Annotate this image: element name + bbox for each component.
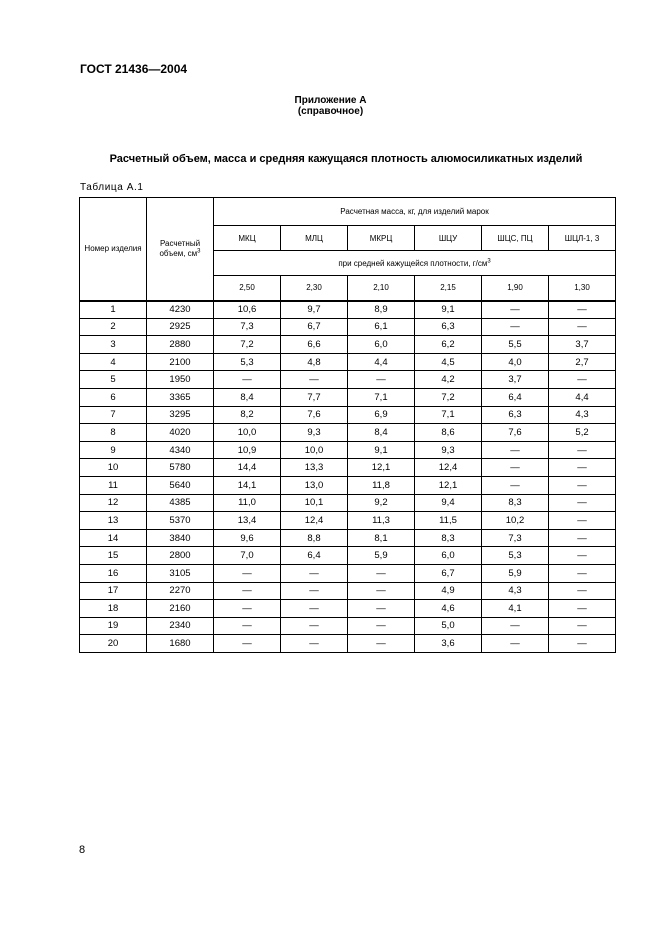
table-cell: — [348,617,415,635]
table-cell: — [549,494,616,512]
table-cell: — [281,600,348,618]
table-cell: 13,3 [281,459,348,477]
header-volume-sup: 3 [197,248,201,255]
table-cell: 5,5 [482,336,549,354]
table-cell: 2340 [147,617,214,635]
table-cell: — [348,600,415,618]
table-cell: 5780 [147,459,214,477]
table-cell: 4020 [147,424,214,442]
table-cell: 19 [80,617,147,635]
table-cell: — [549,600,616,618]
table-cell: 8,1 [348,529,415,547]
table-cell: 2 [80,318,147,336]
table-cell: 7,2 [214,336,281,354]
table-cell: 10,9 [214,441,281,459]
table-cell: 4,0 [482,353,549,371]
header-density-value: 2,50 [214,276,281,301]
table-row [80,406,616,424]
table-cell: 16 [80,564,147,582]
table-cell: 6,7 [281,318,348,336]
table-cell: 18 [80,600,147,618]
table-row [80,600,616,618]
table-cell: 11,3 [348,512,415,530]
table-row [80,353,616,371]
table-cell: — [549,318,616,336]
table-cell: 12,4 [415,459,482,477]
table-cell: 7,6 [482,424,549,442]
table-row [80,371,616,389]
page-number: 8 [79,844,86,856]
header-volume [147,198,214,301]
table-cell: 9,7 [281,301,348,319]
table-cell: — [549,371,616,389]
table-cell: 1950 [147,371,214,389]
table-cell: — [482,617,549,635]
header-density-value: 2,15 [415,276,482,301]
header-brand: МКЦ [214,226,281,251]
table-cell: 13,4 [214,512,281,530]
table-cell: 14,4 [214,459,281,477]
table-cell: 3365 [147,388,214,406]
table-cell: — [281,371,348,389]
table-cell: — [348,635,415,653]
header-density-value: 1,30 [549,276,616,301]
table-cell: — [549,441,616,459]
table-row [80,441,616,459]
table-cell: 8,4 [348,424,415,442]
table-cell: 2800 [147,547,214,565]
table-cell: 3 [80,336,147,354]
header-volume-text: Расчетный объем, см [159,238,201,258]
table-cell: 11,0 [214,494,281,512]
table-cell: 10,6 [214,301,281,319]
table-cell: 12 [80,494,147,512]
table-cell: 17 [80,582,147,600]
table-cell: 15 [80,547,147,565]
table-cell: 7,6 [281,406,348,424]
header-number: Номер изделия [80,198,147,301]
table-cell: — [549,529,616,547]
table-cell: 4,9 [415,582,482,600]
table-cell: — [549,512,616,530]
table-cell: 7,3 [482,529,549,547]
table-row [80,318,616,336]
table-row [80,336,616,354]
table-cell: 7,1 [348,388,415,406]
table-cell: 13 [80,512,147,530]
table-cell: 6 [80,388,147,406]
table-label: Таблица А.1 [80,182,144,193]
table-cell: 4,6 [415,600,482,618]
table-cell: 3840 [147,529,214,547]
table-cell: — [549,547,616,565]
table-cell: — [214,600,281,618]
table-row [80,512,616,530]
table-cell: — [348,564,415,582]
table-cell: — [549,617,616,635]
table-cell: 9,2 [348,494,415,512]
table-cell: — [348,582,415,600]
table-cell: — [281,617,348,635]
table-cell: 14 [80,529,147,547]
table-cell: 7,1 [415,406,482,424]
table-cell: 2880 [147,336,214,354]
table-cell: 2100 [147,353,214,371]
table-cell: — [482,476,549,494]
table-cell: 6,6 [281,336,348,354]
table-cell: 8,2 [214,406,281,424]
table-cell: 12,1 [348,459,415,477]
table-cell: 10,0 [214,424,281,442]
table-cell: 5640 [147,476,214,494]
table-row [80,476,616,494]
table-cell: — [281,564,348,582]
data-table [79,197,616,653]
table-cell: 3105 [147,564,214,582]
table-cell: 10,2 [482,512,549,530]
table-cell: 1680 [147,635,214,653]
table-row [80,459,616,477]
table-cell: 1 [80,301,147,319]
table-cell: — [214,617,281,635]
table-cell: 11 [80,476,147,494]
table-cell: 8 [80,424,147,442]
table-cell: — [549,582,616,600]
table-cell: 9 [80,441,147,459]
table-row [80,617,616,635]
table-cell: 8,6 [415,424,482,442]
table-cell: 20 [80,635,147,653]
table-cell: 6,4 [482,388,549,406]
table-cell: 4,5 [415,353,482,371]
page-title: Расчетный объем, масса и средняя кажущаяся плотность алюмосиликатных изделий [109,153,583,165]
table-cell: 5,9 [348,547,415,565]
header-brand: МКРЦ [348,226,415,251]
table-cell: 2270 [147,582,214,600]
header-density-sup: 3 [487,257,491,264]
table-row [80,582,616,600]
table-cell: 6,3 [415,318,482,336]
table-cell: 7,3 [214,318,281,336]
table-cell: — [281,582,348,600]
table-cell: 4230 [147,301,214,319]
appendix-subtitle: (справочное) [297,106,364,117]
table-cell: — [281,635,348,653]
table-row [80,529,616,547]
table-cell: 10,0 [281,441,348,459]
table-cell: — [214,635,281,653]
table-cell: 9,3 [415,441,482,459]
table-cell: — [214,564,281,582]
table-row [80,494,616,512]
table-cell: 6,3 [482,406,549,424]
table-cell: 6,2 [415,336,482,354]
table-cell: — [214,582,281,600]
table-cell: 3,7 [482,371,549,389]
table-cell: 4,8 [281,353,348,371]
table-cell: — [549,564,616,582]
table-cell: 4,4 [348,353,415,371]
table-row [80,547,616,565]
table-cell: 5,3 [214,353,281,371]
table-cell: 4,2 [415,371,482,389]
table-cell: 7,0 [214,547,281,565]
table-cell: 5,2 [549,424,616,442]
table-cell: 6,0 [348,336,415,354]
table-cell: 14,1 [214,476,281,494]
table-cell: 8,3 [482,494,549,512]
header-density-text: при средней кажущейся плотности, г/см [338,258,488,268]
table-cell: 9,3 [281,424,348,442]
table-cell: 4 [80,353,147,371]
table-cell: 9,1 [348,441,415,459]
table-cell: 5370 [147,512,214,530]
table-cell: — [549,476,616,494]
table-cell: 6,7 [415,564,482,582]
header-density-value: 1,90 [482,276,549,301]
table-row [80,388,616,406]
appendix-title: Приложение А [294,95,367,106]
table-cell: — [482,318,549,336]
table-cell: 4,1 [482,600,549,618]
table-cell: 5,0 [415,617,482,635]
table-cell: — [549,301,616,319]
table-cell: — [549,635,616,653]
table-cell: 3,7 [549,336,616,354]
table-cell: 9,4 [415,494,482,512]
header-brand: ШЦУ [415,226,482,251]
table-cell: — [482,441,549,459]
table-cell: 6,9 [348,406,415,424]
header-density [214,251,616,276]
header-density-value: 2,10 [348,276,415,301]
table-cell: 12,4 [281,512,348,530]
table-cell: 8,8 [281,529,348,547]
table-cell: 11,5 [415,512,482,530]
table-cell: 7,2 [415,388,482,406]
table-cell: — [482,635,549,653]
table-cell: 8,9 [348,301,415,319]
table-cell: 10,1 [281,494,348,512]
table-cell: 3,6 [415,635,482,653]
table-cell: 5,9 [482,564,549,582]
table-cell: 3295 [147,406,214,424]
table-cell: 6,4 [281,547,348,565]
table-cell: 7 [80,406,147,424]
document-code: ГОСТ 21436—2004 [80,62,188,76]
table-cell: 9,6 [214,529,281,547]
header-brand: ШЦС, ПЦ [482,226,549,251]
table-cell: 13,0 [281,476,348,494]
table-cell: 5 [80,371,147,389]
table-row [80,301,616,319]
table-cell: 4385 [147,494,214,512]
table-cell: 8,4 [214,388,281,406]
table-cell: 5,3 [482,547,549,565]
header-brand: МЛЦ [281,226,348,251]
table-cell: 8,3 [415,529,482,547]
table-cell: 2160 [147,600,214,618]
table-cell: 12,1 [415,476,482,494]
table-cell: — [214,371,281,389]
header-density-value: 2,30 [281,276,348,301]
table-cell: 6,0 [415,547,482,565]
table-cell: 11,8 [348,476,415,494]
table-cell: 9,1 [415,301,482,319]
table-cell: 4,3 [549,406,616,424]
table-cell: 7,7 [281,388,348,406]
table-cell: 10 [80,459,147,477]
table-cell: 2925 [147,318,214,336]
table-cell: 4,3 [482,582,549,600]
table-row [80,424,616,442]
table-cell: 4,4 [549,388,616,406]
table-cell: — [549,459,616,477]
header-brand: ШЦЛ-1, 3 [549,226,616,251]
header-mass: Расчетная масса, кг, для изделий марок [214,198,616,226]
table-cell: 4340 [147,441,214,459]
table-cell: — [348,371,415,389]
table-cell: — [482,301,549,319]
table-cell: 2,7 [549,353,616,371]
table-row [80,564,616,582]
table-cell: — [482,459,549,477]
table-row [80,635,616,653]
table-cell: 6,1 [348,318,415,336]
